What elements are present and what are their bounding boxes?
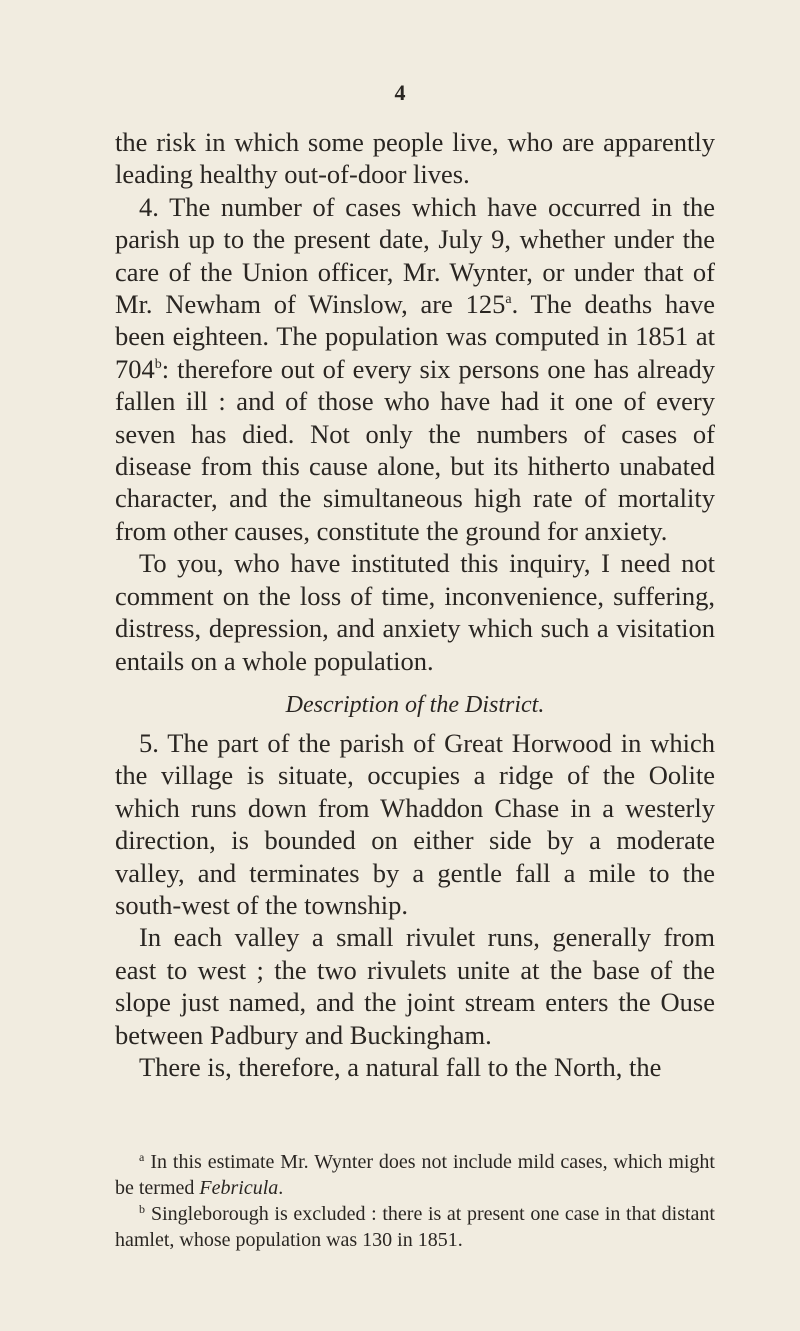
- footnote-b-mark: b: [139, 1202, 145, 1216]
- paragraph-rivulet: In each valley a small rivulet runs, generally from east to west ; the two rivulets unite at the base of the slope just named, and the joint stream enters the Ouse between Padbury and Buckingham.: [115, 922, 715, 1050]
- paragraph-4-part1: 4. The number of cases which have occurred in the parish up to the present date, July 9, whether under the care of the Union officer, Mr. Wynter, or under that of Mr. Newham of Winslow, are 125: [115, 191, 715, 320]
- footnote-a-end: .: [278, 1177, 284, 1199]
- paragraph-4: [115, 191, 715, 547]
- footnote-a: [115, 1149, 715, 1201]
- paragraph-4-part2: . The deaths have been eighteen. The population was computed in 1851 at 704: [115, 289, 715, 384]
- footnote-a-italic: Febricula: [199, 1177, 279, 1199]
- paragraph-natural-fall: There is, therefore, a natural fall to the North, the: [139, 1051, 662, 1082]
- footnote-ref-b: b: [154, 356, 162, 372]
- paragraph-inquiry: To you, who have instituted this inquiry, I need not comment on the loss of time, inconvenience, suffering, distress, depression, and anxiety which such a visitation entails on a whole population.: [115, 548, 715, 676]
- paragraph-4-part3: : therefore out of every six persons one has already fallen ill : and of those who have had it one of every seven has died. Not only the numbers of cases of disease from this cause alone, but its hitherto unabated character, and the simultaneous high rate of mortality from other causes, constitute the ground for anxiety.: [115, 353, 715, 546]
- footnote-b-text: Singleborough is excluded : there is at present one case in that distant hamlet, whose population was 130 in 1851.: [115, 1203, 715, 1251]
- section-heading: Description of the District.: [285, 691, 545, 718]
- footnotes: [115, 1149, 715, 1253]
- footnote-a-mark: a: [139, 1150, 145, 1164]
- footnote-b: [115, 1201, 715, 1253]
- page-number: 4: [394, 80, 406, 105]
- paragraph-continuation: the risk in which some people live, who are apparently leading healthy out-of-door lives.: [115, 127, 715, 190]
- footnote-a-text: In this estimate Mr. Wynter does not include mild cases, which might be termed: [115, 1151, 715, 1199]
- footnote-ref-a: a: [505, 292, 512, 308]
- main-text: [115, 126, 715, 1083]
- paragraph-5: 5. The part of the parish of Great Horwood in which the village is situate, occupies a ridge of the Oolite which runs down from Whaddon Chase in a westerly direction, is bounded on either side by a moderate valley, and terminates by a gentle fall a mile to the south-west of the township.: [115, 727, 715, 920]
